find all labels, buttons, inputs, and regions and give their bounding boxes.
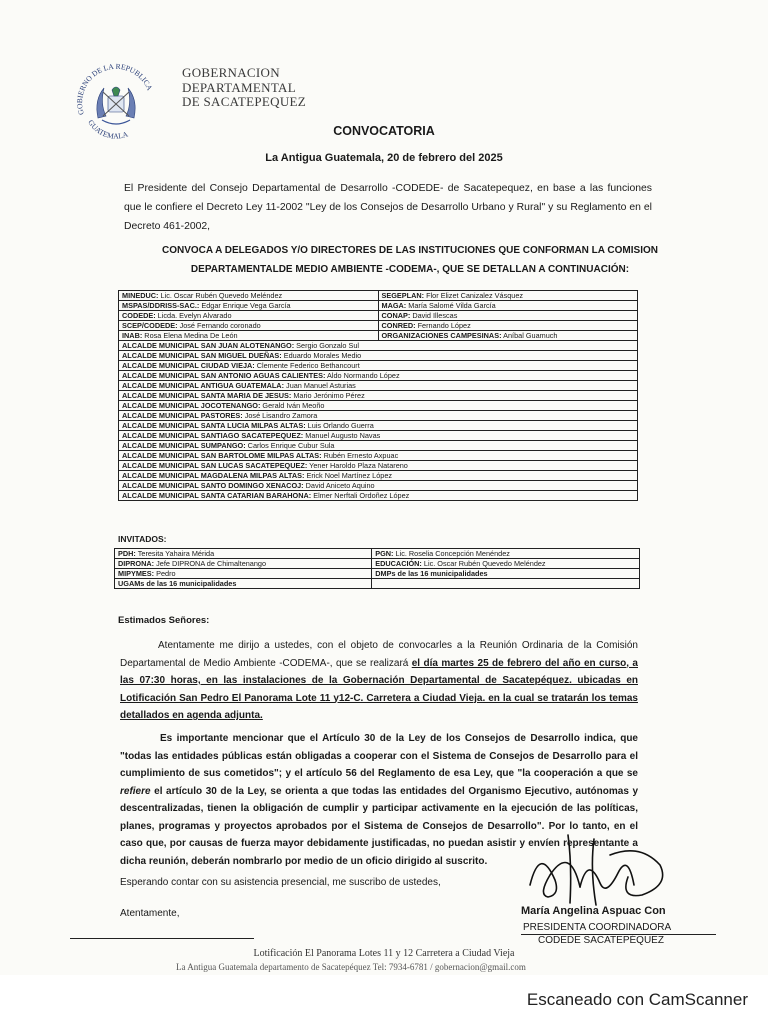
mayor-cell	[119, 411, 638, 421]
invited-institution: DIPRONA:	[118, 559, 155, 568]
mayor-municipality: ALCALDE MUNICIPAL SANTIAGO SACATEPEQUEZ:	[122, 431, 304, 440]
seal-text-top: GOBIERNO DE LA REPUBLICA	[75, 61, 155, 116]
mayor-row	[119, 401, 638, 411]
delegate-institution: CONRED:	[381, 321, 416, 330]
delegate-cell-right	[378, 301, 638, 311]
delegate-cell-left	[119, 311, 379, 321]
handwritten-signature	[510, 825, 680, 915]
mayor-row	[119, 411, 638, 421]
mayor-municipality: ALCALDE MUNICIPAL ANTIGUA GUATEMALA:	[122, 381, 285, 390]
invited-institution: PGN:	[375, 549, 394, 558]
mayor-row	[119, 491, 638, 501]
invited-row	[115, 569, 640, 579]
invited-name: Pedro	[154, 569, 176, 578]
mayor-row	[119, 441, 638, 451]
meeting-paragraph	[120, 637, 638, 725]
delegate-name: Fernando López	[415, 321, 471, 330]
signatory-name: María Angelina Aspuac Con	[521, 905, 666, 917]
delegate-name: Rosa Elena Medina De León	[142, 331, 238, 340]
gov-line-1: GOBERNACION	[182, 65, 280, 80]
camscanner-watermark: Escaneado con CamScanner	[526, 990, 748, 1009]
mayor-name: Manuel Augusto Navas	[303, 431, 381, 440]
mayor-row	[119, 451, 638, 461]
mayor-cell	[119, 491, 638, 501]
mayor-municipality: ALCALDE MUNICIPAL PASTORES:	[122, 411, 243, 420]
invited-cell-right	[372, 569, 640, 579]
invited-cell-right	[372, 559, 640, 569]
mayor-row	[119, 351, 638, 361]
invited-institution: UGAMs de las 16 municipalidades	[118, 579, 237, 588]
invited-cell-left	[115, 579, 372, 589]
invited-row	[115, 559, 640, 569]
mayor-name: Aldo Normando López	[325, 371, 400, 380]
footer-address: Lotificación El Panorama Lotes 11 y 12 Carretera a Ciudad Vieja	[253, 948, 515, 959]
mayor-municipality: ALCALDE MUNICIPAL SUMPANGO:	[122, 441, 246, 450]
signature-rule-left	[70, 938, 254, 939]
mayor-cell	[119, 371, 638, 381]
mayor-row	[119, 361, 638, 371]
mayor-name: David Aniceto Aquino	[303, 481, 375, 490]
delegate-name: Edgar Enrique Vega García	[199, 301, 291, 310]
seal-text-bottom: GUATEMALA	[86, 118, 130, 141]
invited-institution: EDUCACIÓN:	[375, 559, 422, 568]
legal-paragraph-part-a: Es importante mencionar que el Artículo 30 de la Ley de los Consejos de Desarrollo indica, que "todas las entidades públicas están obligadas a cooperar con el Sistema de Consejos de Desarrollo para el cumplimiento de sus cometidos"; y el artículo 56 del Reglamento de esa Ley, que "la cooperación a que se	[120, 733, 638, 779]
mayor-row	[119, 391, 638, 401]
delegate-row	[119, 311, 638, 321]
delegate-cell-left	[119, 321, 379, 331]
mayor-row	[119, 461, 638, 471]
mayor-municipality: ALCALDE MUNICIPAL SANTA CATARIAN BARAHONA:	[122, 491, 312, 500]
delegate-institution: MAGA:	[381, 301, 407, 310]
mayor-municipality: ALCALDE MUNICIPAL SANTO DOMINGO XENACOJ:	[122, 481, 304, 490]
mayor-municipality: ALCALDE MUNICIPAL MAGDALENA MILPAS ALTAS:	[122, 471, 305, 480]
mayor-municipality: ALCALDE MUNICIPAL SANTA LUCIA MILPAS ALTAS:	[122, 421, 306, 430]
mayor-municipality: ALCALDE MUNICIPAL SANTA MARIA DE JESUS:	[122, 391, 292, 400]
mayor-municipality: ALCALDE MUNICIPAL JOCOTENANGO:	[122, 401, 261, 410]
invited-row	[115, 579, 640, 589]
mayor-name: Gerald Iván Meoño	[260, 401, 325, 410]
mayor-municipality: ALCALDE MUNICIPAL SAN ANTONIO AGUAS CALIENTES:	[122, 371, 326, 380]
delegates-table	[118, 290, 638, 501]
mayor-name: Carlos Enrique Cubur Sula	[245, 441, 335, 450]
signatory-role: PRESIDENTA COORDINADORA	[523, 922, 672, 933]
delegate-institution: SEGEPLAN:	[381, 291, 425, 300]
convocation-line-2: DEPARTAMENTALDE MEDIO AMBIENTE -CODEMA-, QUE SE DETALLAN A CONTINUACIÓN:	[190, 264, 630, 275]
invited-cell-left	[115, 549, 372, 559]
mayor-cell	[119, 461, 638, 471]
delegate-name: Lic. Oscar Rubén Quevedo Meléndez	[158, 291, 283, 300]
delegate-name: David Illescas	[410, 311, 458, 320]
legal-paragraph-part-b: el artículo 30 de la Ley, se orienta a que todas las entidades del Organismo Ejecutivo, autónomas y descentralizadas, tienen la obligación de cumplir y participar activamente en la ejecución de las políticas, planes, programas y proyectos aprobados por el Sistema de Consejos de Desarrollo". Por lo tanto, en el caso que, por causas de fuerza mayor debidamente justificadas, no puedan asistir y envíen representante a dicha reunión, deberán nombrarlo por medio de un oficio dirigido al suscrito.	[120, 785, 638, 867]
invited-institution: PDH:	[118, 549, 136, 558]
mayor-cell	[119, 451, 638, 461]
mayor-cell	[119, 351, 638, 361]
mayor-cell	[119, 441, 638, 451]
mayor-cell	[119, 381, 638, 391]
delegate-name: José Fernando coronado	[177, 321, 261, 330]
gov-line-2: DEPARTAMENTAL	[182, 79, 296, 95]
mayor-row	[119, 341, 638, 351]
delegate-institution: MINEDUC:	[122, 291, 159, 300]
delegate-row	[119, 331, 638, 341]
mayor-name: Eduardo Morales Medio	[281, 351, 362, 360]
delegate-name: Aníbal Guamuch	[501, 331, 558, 340]
delegate-cell-right	[378, 291, 638, 301]
invited-heading: INVITADOS:	[118, 534, 167, 544]
mayor-name: José Lisandro Zamora	[242, 411, 318, 420]
document-title: CONVOCATORIA	[333, 124, 435, 138]
mayor-name: Yener Haroldo Plaza Natareno	[307, 461, 408, 470]
mayor-row	[119, 481, 638, 491]
mayor-name: Elmer Nerftali Ordoñez López	[311, 491, 410, 500]
mayor-row	[119, 471, 638, 481]
mayor-cell	[119, 361, 638, 371]
greeting: Estimados Señores:	[118, 615, 210, 626]
signatory-entity: CODEDE SACATEPÉQUEZ	[538, 935, 664, 946]
invited-cell-left	[115, 569, 372, 579]
mayor-cell	[119, 391, 638, 401]
mayor-municipality: ALCALDE MUNICIPAL SAN JUAN ALOTENANGO:	[122, 341, 295, 350]
delegate-cell-right	[378, 331, 638, 341]
delegate-institution: ORGANIZACIONES CAMPESINAS:	[381, 331, 502, 340]
invited-name: Lic. Oscar Rubén Quevedo Meléndez	[421, 559, 546, 568]
meeting-paragraph-intro: Atentamente me dirijo a ustedes, con el objeto de convocarles a la Reunión Ordinaria de la Comisión Departamental de Medio Ambiente -CODEMA-, que se realizará	[120, 640, 638, 669]
footer-contact: La Antigua Guatemala departamento de Sacatepéquez Tel: 7934-6781 / gobernacion@gmail.com	[176, 962, 526, 972]
delegate-cell-left	[119, 291, 379, 301]
delegate-row	[119, 301, 638, 311]
mayor-municipality: ALCALDE MUNICIPAL CIUDAD VIEJA:	[122, 361, 255, 370]
mayor-row	[119, 371, 638, 381]
delegate-cell-left	[119, 331, 379, 341]
mayor-cell	[119, 481, 638, 491]
mayor-municipality: ALCALDE MUNICIPAL SAN BARTOLOME MILPAS ALTAS:	[122, 451, 322, 460]
gov-line-3: DE SACATEPEQUEZ	[182, 94, 307, 109]
delegate-cell-right	[378, 311, 638, 321]
delegate-institution: CONAP:	[381, 311, 411, 320]
meeting-details-underlined: el día martes 25 de febrero del año en curso, a las 07:30 horas, en las instalaciones de la Gobernación Departamental de Sacatepéquez. ubicadas en Lotificación San Pedro El Panorama Lote 11 y12-C. Carretera a Ciudad Vieja. en la cual se tratarán los temas detallados en agenda adjunta.	[120, 657, 638, 721]
convocation-line-1: CONVOCA A DELEGADOS Y/O DIRECTORES DE LAS INSTITUCIONES QUE CONFORMAN LA COMISION	[162, 245, 658, 256]
mayor-name: Luis Orlando Guerra	[305, 421, 374, 430]
mayor-municipality: ALCALDE MUNICIPAL SAN MIGUEL DUEÑAS:	[122, 351, 282, 360]
mayor-name: Juan Manuel Asturias	[284, 381, 356, 390]
invited-name: Jefe DIPRONA de Chimaltenango	[154, 559, 267, 568]
mayor-cell	[119, 471, 638, 481]
invited-table	[114, 548, 640, 589]
invited-cell-right	[372, 579, 640, 589]
delegate-row	[119, 321, 638, 331]
delegate-name: Licda. Evelyn Alvarado	[155, 311, 232, 320]
mayor-cell	[119, 431, 638, 441]
delegate-cell-right	[378, 321, 638, 331]
closing-sentence: Esperando contar con su asistencia presencial, me suscribo de ustedes,	[120, 877, 441, 888]
mayor-municipality: ALCALDE MUNICIPAL SAN LUCAS SACATEPEQUEZ:	[122, 461, 308, 470]
mayor-row	[119, 431, 638, 441]
mayor-row	[119, 381, 638, 391]
invited-cell-right	[372, 549, 640, 559]
mayor-cell	[119, 341, 638, 351]
invited-cell-left	[115, 559, 372, 569]
mayor-name: Erick Noel Martínez López	[304, 471, 393, 480]
legal-paragraph-emphasis: refiere	[120, 785, 151, 797]
mayor-row	[119, 421, 638, 431]
invited-row	[115, 549, 640, 559]
sign-off: Atentamente,	[120, 908, 180, 919]
mayor-cell	[119, 421, 638, 431]
convocation-heading	[100, 241, 720, 279]
mayor-name: Clemente Federico Bethancourt	[254, 361, 360, 370]
mayor-name: Sergio Gonzalo Sul	[294, 341, 360, 350]
invited-name: Teresita Yahaira Mérida	[135, 549, 215, 558]
mayor-name: Rubén Ernesto Axpuac	[321, 451, 399, 460]
invited-institution: DMPs de las 16 municipalidades	[375, 569, 488, 578]
government-office-block	[182, 66, 306, 110]
delegate-institution: INAB:	[122, 331, 143, 340]
delegate-name: María Salomé Vilda García	[406, 301, 496, 310]
invited-name: Lic. Roselia Concepción Menéndez	[393, 549, 510, 558]
mayor-name: Mario Jerónimo Pérez	[291, 391, 365, 400]
invited-institution: MIPYMES:	[118, 569, 155, 578]
delegate-institution: SCEP/CODEDE:	[122, 321, 178, 330]
delegate-institution: CODEDE:	[122, 311, 156, 320]
mayor-cell	[119, 401, 638, 411]
delegate-cell-left	[119, 301, 379, 311]
delegate-row	[119, 291, 638, 301]
document-date: La Antigua Guatemala, 20 de febrero del 2025	[265, 152, 503, 164]
delegate-institution: MSPAS/DDRISS-SAC.:	[122, 301, 200, 310]
intro-paragraph: El Presidente del Consejo Departamental de Desarrollo -CODEDE- de Sacatepequez, en base a las funciones que le confiere el Decreto Ley 11-2002 "Ley de los Consejos de Desarrollo Urbano y Rural" y su Reglamento en el Decreto 461-2002,	[124, 183, 652, 232]
delegate-name: Flor Elizet Canizalez Vásquez	[424, 291, 524, 300]
